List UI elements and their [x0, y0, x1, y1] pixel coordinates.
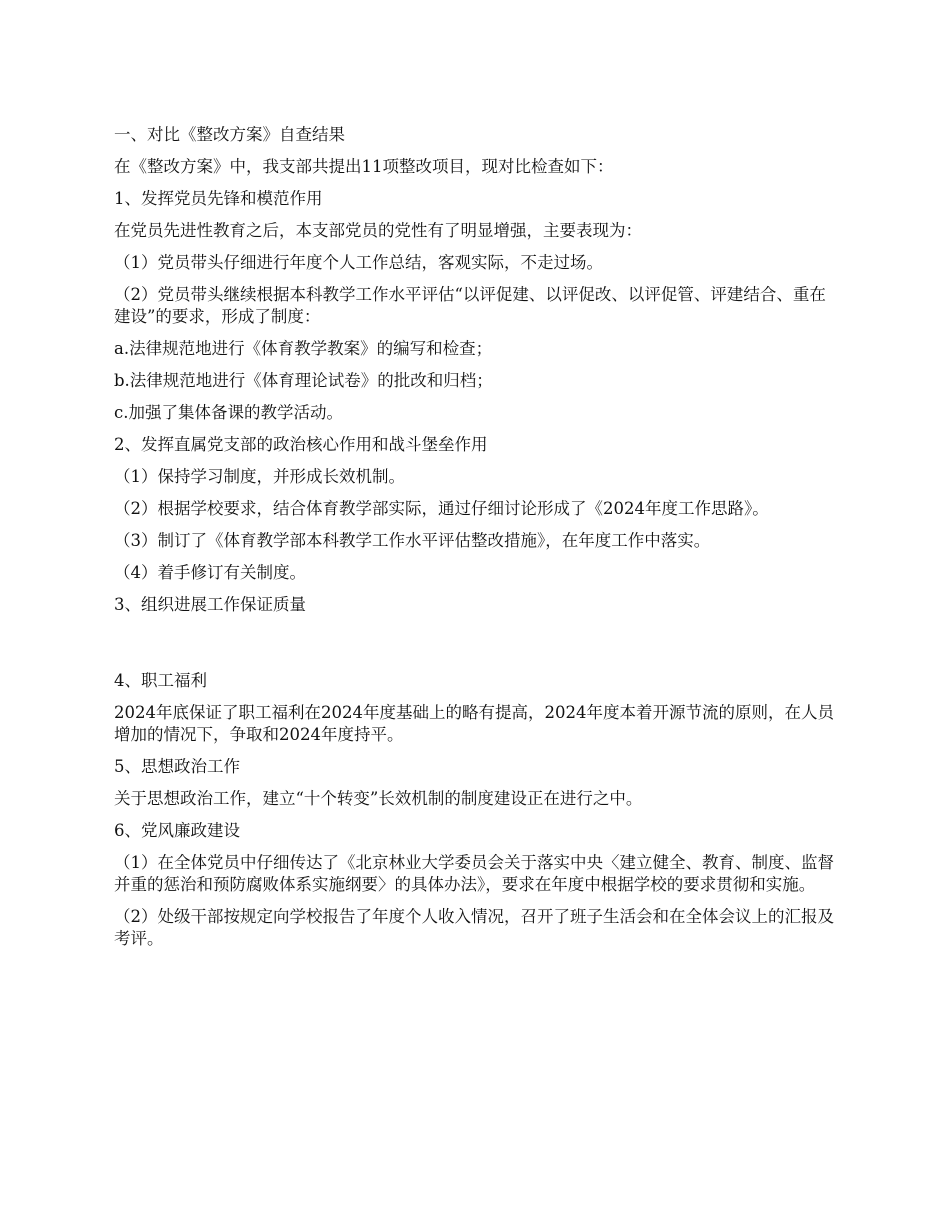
list-item: （4）着手修订有关制度。: [114, 563, 306, 582]
list-item: （2）根据学校要求，结合体育教学部实际，通过仔细讨论形成了《2024年度工作思路》。: [114, 499, 769, 518]
list-item: b.法律规范地进行《体育理论试卷》的批改和归档；: [114, 371, 493, 390]
list-item: （2）党员带头继续根据本科教学工作水平评估“以评促建、以评促改、以评促管、评建结合、重在建设”的要求，形成了制度：: [114, 285, 826, 326]
item-heading-2: 2、发挥直属党支部的政治核心作用和战斗堡垒作用: [114, 435, 488, 454]
paragraph: 在《整改方案》中，我支部共提出11项整改项目，现对比检查如下：: [114, 157, 614, 176]
list-item: a.法律规范地进行《体育教学教案》的编写和检查；: [114, 339, 493, 358]
list-item: （2）处级干部按规定向学校报告了年度个人收入情况，召开了班子生活会和在全体会议上的汇报及考评。: [114, 907, 834, 948]
paragraph: 在党员先进性教育之后，本支部党员的党性有了明显增强，主要表现为：: [114, 221, 642, 240]
paragraph: 关于思想政治工作，建立“十个转变”长效机制的制度建设正在进行之中。: [114, 789, 643, 808]
blank-space: [114, 626, 834, 670]
list-item: （1）在全体党员中仔细传达了《北京林业大学委员会关于落实中央〈建立健全、教育、制度、监督并重的惩治和预防腐败体系实施纲要〉的具体办法》，要求在年度中根据学校的要求贯彻和实施。: [114, 853, 834, 894]
item-heading-3: 3、组织进展工作保证质量: [114, 595, 306, 614]
list-item: （1）保持学习制度，并形成长效机制。: [114, 467, 405, 486]
list-item: （3）制订了《体育教学部本科教学工作水平评估整改措施》，在年度工作中落实。: [114, 531, 711, 550]
document-body: [114, 124, 834, 960]
item-heading-6: 6、党风廉政建设: [114, 821, 240, 840]
item-heading-5: 5、思想政治工作: [114, 757, 240, 776]
section-heading-1: 一、对比《整改方案》自查结果: [114, 125, 345, 144]
list-item: c.加强了集体备课的教学活动。: [114, 403, 343, 422]
item-heading-4: 4、职工福利: [114, 671, 207, 690]
list-item: （1）党员带头仔细进行年度个人工作总结，客观实际，不走过场。: [114, 253, 603, 272]
paragraph: 2024年底保证了职工福利在2024年度基础上的略有提高，2024年度本着开源节流的原则，在人员增加的情况下，争取和2024年度持平。: [114, 703, 834, 744]
item-heading-1: 1、发挥党员先锋和模范作用: [114, 189, 323, 208]
